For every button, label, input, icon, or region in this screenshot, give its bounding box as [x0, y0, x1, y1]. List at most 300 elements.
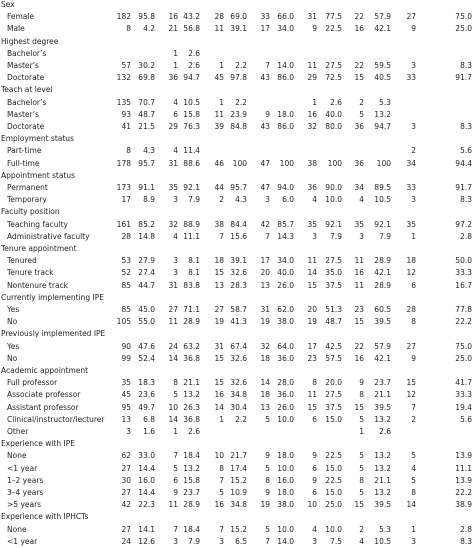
percent-cell: 18.4: [183, 451, 200, 461]
count-cell: 39: [214, 122, 224, 131]
percent-cell: 90.0: [325, 183, 342, 192]
count-cell: 16: [214, 390, 224, 400]
percent-cell: 60.5: [374, 305, 391, 314]
section-label: Highest degree: [1, 36, 59, 46]
percent-cell: 59.5: [374, 61, 391, 70]
count-cell: 9: [312, 475, 317, 485]
table-row: [0, 145, 474, 157]
percent-cell: 10.5: [374, 195, 391, 205]
count-cell: 8: [411, 317, 416, 327]
count-cell: 28: [214, 12, 224, 22]
percent-cell: 15.2: [230, 524, 247, 534]
row-label: None: [7, 524, 27, 534]
percent-cell: 42.5: [325, 341, 342, 351]
count-cell: 13: [214, 280, 224, 290]
row-label: <1 year: [7, 536, 38, 546]
count-cell: 7: [265, 536, 270, 546]
percent-cell: 18.4: [183, 524, 200, 534]
percent-cell: 48.7: [325, 317, 342, 327]
percent-cell: 34.8: [230, 500, 247, 510]
count-cell: 18: [406, 256, 416, 266]
section-label: Employment status: [1, 134, 74, 144]
count-cell: 85: [121, 280, 131, 290]
row-label: Other: [7, 427, 29, 436]
percent-cell: 22.5: [325, 451, 342, 461]
percent-cell: 11.4: [183, 146, 200, 156]
section-label: Experience with IPHCTs: [1, 512, 89, 522]
section-header-row: [0, 511, 474, 523]
row-label: Yes: [7, 341, 20, 351]
percent-cell: 2.8: [460, 524, 472, 534]
percent-cell: 26.0: [277, 280, 294, 290]
percent-cell: 39.1: [230, 256, 247, 266]
count-cell: 8: [173, 378, 178, 388]
count-cell: 93: [121, 109, 131, 119]
count-cell: 3: [411, 536, 416, 546]
section-label: Faculty position: [1, 207, 60, 217]
percent-cell: 11.1: [183, 231, 200, 241]
section-label: Tenure appointment: [1, 244, 77, 253]
count-cell: 23: [354, 305, 364, 314]
count-cell: 19: [260, 317, 270, 327]
percent-cell: 57.5: [325, 353, 342, 363]
count-cell: 18: [214, 256, 224, 266]
percent-cell: 97.2: [455, 219, 472, 229]
count-cell: 9: [265, 451, 270, 461]
percent-cell: 11.1: [455, 463, 472, 473]
count-cell: 53: [121, 256, 131, 266]
count-cell: 5: [359, 109, 364, 119]
percent-cell: 7.9: [330, 231, 342, 241]
percent-cell: 30.4: [230, 402, 247, 412]
count-cell: 27: [406, 12, 416, 22]
count-cell: 29: [168, 122, 178, 131]
row-label: Male: [7, 24, 25, 34]
count-cell: 7: [219, 475, 224, 485]
row-label: Doctorate: [7, 73, 45, 83]
row-label: Administrative faculty: [7, 231, 90, 241]
percent-cell: 16.7: [455, 280, 472, 290]
row-label: Full professor: [7, 378, 58, 388]
row-label: Temporary: [7, 195, 47, 205]
count-cell: 27: [121, 488, 131, 497]
count-cell: 11: [354, 280, 364, 290]
percent-cell: 10.0: [277, 414, 294, 424]
percent-cell: 23.7: [183, 488, 200, 497]
count-cell: 17: [121, 195, 131, 205]
count-cell: 9: [265, 109, 270, 119]
percent-cell: 33.3: [455, 268, 472, 278]
count-cell: 23: [307, 353, 317, 363]
count-cell: 1: [411, 524, 416, 534]
count-cell: 42: [260, 219, 270, 229]
count-cell: 36: [307, 183, 317, 192]
count-cell: 27: [406, 341, 416, 351]
table-row: [0, 304, 474, 316]
count-cell: 1: [359, 427, 364, 436]
percent-cell: 44.7: [138, 280, 155, 290]
count-cell: 1: [173, 61, 178, 70]
count-cell: 27: [121, 463, 131, 473]
percent-cell: 25.0: [455, 353, 472, 363]
percent-cell: 10.0: [277, 463, 294, 473]
percent-cell: 28.9: [374, 280, 391, 290]
percent-cell: 36.8: [183, 414, 200, 424]
table-row: [0, 475, 474, 487]
count-cell: 20: [307, 305, 317, 314]
percent-cell: 22.5: [325, 24, 342, 34]
percent-cell: 16.0: [277, 475, 294, 485]
percent-cell: 49.7: [138, 402, 155, 412]
count-cell: 3: [173, 536, 178, 546]
percent-cell: 17.4: [230, 463, 247, 473]
row-label: No: [7, 353, 18, 363]
count-cell: 1: [219, 61, 224, 70]
count-cell: 2: [359, 97, 364, 107]
count-cell: 15: [307, 402, 317, 412]
count-cell: 31: [260, 305, 270, 314]
percent-cell: 41.7: [455, 378, 472, 388]
percent-cell: 1.6: [143, 427, 155, 436]
count-cell: 178: [116, 158, 131, 168]
percent-cell: 8.3: [460, 536, 472, 546]
percent-cell: 10.5: [374, 536, 391, 546]
percent-cell: 48.7: [138, 109, 155, 119]
count-cell: 15: [214, 268, 224, 278]
percent-cell: 100: [376, 158, 391, 168]
section-header-row: [0, 0, 474, 11]
count-cell: 28: [406, 305, 416, 314]
row-label: Master’s: [7, 61, 39, 70]
percent-cell: 22.3: [138, 500, 155, 510]
row-label: 1–2 years: [7, 475, 44, 485]
table-row: [0, 536, 474, 548]
percent-cell: 23.6: [138, 390, 155, 400]
percent-cell: 2.6: [330, 97, 342, 107]
percent-cell: 67.4: [230, 341, 247, 351]
count-cell: 6: [411, 280, 416, 290]
count-cell: 16: [354, 353, 364, 363]
count-cell: 8: [265, 475, 270, 485]
percent-cell: 83.8: [183, 280, 200, 290]
count-cell: 3: [173, 256, 178, 266]
percent-cell: 6.0: [282, 195, 294, 205]
percent-cell: 27.4: [138, 268, 155, 278]
percent-cell: 2.6: [188, 61, 200, 70]
percent-cell: 30.2: [138, 61, 155, 70]
row-label: Permanent: [7, 183, 48, 192]
count-cell: 6: [312, 488, 317, 497]
count-cell: 31: [168, 158, 178, 168]
section-header-row: [0, 292, 474, 304]
table-row: [0, 231, 474, 243]
table-row: [0, 402, 474, 414]
percent-cell: 2.6: [188, 427, 200, 436]
section-header-row: [0, 206, 474, 218]
percent-cell: 52.4: [138, 353, 155, 363]
count-cell: 22: [354, 12, 364, 22]
count-cell: 62: [121, 451, 131, 461]
count-cell: 28: [121, 231, 131, 241]
count-cell: 13: [260, 402, 270, 412]
percent-cell: 18.3: [138, 378, 155, 388]
count-cell: 32: [307, 122, 317, 131]
count-cell: 99: [121, 353, 131, 363]
count-cell: 16: [168, 12, 178, 22]
count-cell: 5: [411, 451, 416, 461]
percent-cell: 23.7: [374, 378, 391, 388]
table-row: [0, 23, 474, 35]
percent-cell: 33.3: [455, 390, 472, 400]
count-cell: 3: [312, 231, 317, 241]
count-cell: 38: [214, 219, 224, 229]
percent-cell: 88.6: [183, 158, 200, 168]
percent-cell: 70.7: [138, 97, 155, 107]
percent-cell: 10.9: [230, 488, 247, 497]
count-cell: 2: [411, 414, 416, 424]
count-cell: 8: [126, 24, 131, 34]
percent-cell: 8.1: [188, 256, 200, 266]
percent-cell: 40.0: [325, 109, 342, 119]
percent-cell: 92.1: [183, 183, 200, 192]
percent-cell: 28.0: [277, 378, 294, 388]
percent-cell: 36.0: [277, 353, 294, 363]
percent-cell: 18.0: [277, 109, 294, 119]
percent-cell: 100: [279, 158, 294, 168]
percent-cell: 38.9: [455, 500, 472, 510]
percent-cell: 64.0: [277, 341, 294, 351]
percent-cell: 100: [232, 158, 247, 168]
percent-cell: 13.2: [374, 414, 391, 424]
section-label: Appointment status: [1, 170, 76, 180]
percent-cell: 26.3: [183, 402, 200, 412]
count-cell: 7: [265, 231, 270, 241]
percent-cell: 42.1: [374, 24, 391, 34]
count-cell: 42: [121, 500, 131, 510]
table-row: [0, 158, 474, 170]
percent-cell: 15.0: [325, 488, 342, 497]
percent-cell: 57.9: [374, 341, 391, 351]
percent-cell: 38.0: [277, 317, 294, 327]
percent-cell: 47.6: [138, 341, 155, 351]
count-cell: 8: [312, 378, 317, 388]
table-row: [0, 389, 474, 401]
percent-cell: 32.6: [230, 268, 247, 278]
table-row: [0, 109, 474, 121]
count-cell: 6: [312, 463, 317, 473]
table-row: [0, 60, 474, 72]
percent-cell: 95.7: [138, 158, 155, 168]
count-cell: 6: [173, 109, 178, 119]
count-cell: 20: [260, 268, 270, 278]
section-label: Experience with IPE: [1, 439, 75, 449]
percent-cell: 35.0: [325, 268, 342, 278]
percent-cell: 13.2: [183, 463, 200, 473]
count-cell: 30: [121, 475, 131, 485]
percent-cell: 15.0: [325, 463, 342, 473]
count-cell: 32: [168, 219, 178, 229]
count-cell: 85: [121, 305, 131, 314]
count-cell: 15: [354, 500, 364, 510]
percent-cell: 69.0: [230, 12, 247, 22]
percent-cell: 37.5: [325, 280, 342, 290]
section-header-row: [0, 365, 474, 377]
count-cell: 5: [359, 488, 364, 497]
count-cell: 21: [168, 24, 178, 34]
percent-cell: 15.8: [183, 109, 200, 119]
count-cell: 16: [214, 500, 224, 510]
count-cell: 3: [359, 231, 364, 241]
percent-cell: 34.0: [277, 24, 294, 34]
count-cell: 5: [265, 524, 270, 534]
count-cell: 13: [121, 414, 131, 424]
percent-cell: 38.0: [277, 500, 294, 510]
count-cell: 18: [260, 390, 270, 400]
percent-cell: 2.2: [235, 414, 247, 424]
section-label: Previously implemented IPE: [1, 329, 106, 339]
section-header-row: [0, 243, 474, 255]
percent-cell: 28.9: [183, 317, 200, 327]
count-cell: 22: [354, 341, 364, 351]
count-cell: 18: [260, 353, 270, 363]
percent-cell: 77.5: [325, 12, 342, 22]
percent-cell: 21.7: [230, 451, 247, 461]
percent-cell: 21.1: [374, 475, 391, 485]
count-cell: 4: [173, 97, 178, 107]
row-label: None: [7, 451, 27, 461]
table-row: [0, 463, 474, 475]
percent-cell: 92.1: [325, 219, 342, 229]
percent-cell: 91.1: [138, 183, 155, 192]
row-label: No: [7, 317, 18, 327]
count-cell: 15: [214, 378, 224, 388]
percent-cell: 36.8: [183, 353, 200, 363]
percent-cell: 45.0: [138, 305, 155, 314]
percent-cell: 10.5: [183, 97, 200, 107]
count-cell: 15: [354, 73, 364, 83]
percent-cell: 85.2: [138, 219, 155, 229]
count-cell: 47: [260, 183, 270, 192]
count-cell: 14: [168, 414, 178, 424]
row-label: Tenure track: [7, 268, 54, 278]
count-cell: 3: [219, 536, 224, 546]
count-cell: 44: [214, 183, 224, 192]
percent-cell: 14.8: [138, 231, 155, 241]
section-label: Sex: [1, 0, 15, 9]
percent-cell: 27.5: [325, 61, 342, 70]
count-cell: 31: [214, 341, 224, 351]
percent-cell: 21.5: [138, 122, 155, 131]
count-cell: 4: [173, 231, 178, 241]
percent-cell: 94.7: [183, 73, 200, 83]
count-cell: 35: [354, 219, 364, 229]
count-cell: 1: [173, 427, 178, 436]
percent-cell: 62.0: [277, 305, 294, 314]
percent-cell: 27.5: [325, 256, 342, 266]
count-cell: 7: [219, 231, 224, 241]
table-row: [0, 11, 474, 23]
row-label: >5 years: [7, 500, 42, 510]
percent-cell: 88.9: [183, 219, 200, 229]
percent-cell: 34.0: [277, 256, 294, 266]
count-cell: 1: [173, 48, 178, 58]
count-cell: 11: [214, 24, 224, 34]
count-cell: 5: [359, 451, 364, 461]
count-cell: 12: [406, 268, 416, 278]
percent-cell: 20.0: [325, 378, 342, 388]
count-cell: 15: [406, 378, 416, 388]
percent-cell: 5.3: [379, 97, 391, 107]
percent-cell: 84.4: [230, 219, 247, 229]
table-row: [0, 426, 474, 438]
percent-cell: 10.0: [325, 195, 342, 205]
count-cell: 47: [260, 158, 270, 168]
table-row: [0, 316, 474, 328]
count-cell: 3: [173, 268, 178, 278]
percent-cell: 4.3: [235, 195, 247, 205]
row-label: Nontenure track: [7, 280, 69, 290]
percent-cell: 13.2: [374, 488, 391, 497]
percent-cell: 91.7: [455, 183, 472, 192]
count-cell: 8: [359, 390, 364, 400]
percent-cell: 15.2: [230, 475, 247, 485]
percent-cell: 19.4: [455, 402, 472, 412]
count-cell: 19: [307, 317, 317, 327]
count-cell: 10: [214, 451, 224, 461]
percent-cell: 6.5: [235, 536, 247, 546]
count-cell: 6: [312, 414, 317, 424]
count-cell: 1: [219, 414, 224, 424]
percent-cell: 2.2: [235, 97, 247, 107]
section-header-row: [0, 36, 474, 48]
percent-cell: 21.1: [183, 378, 200, 388]
count-cell: 36: [354, 158, 364, 168]
percent-cell: 5.6: [460, 414, 472, 424]
count-cell: 16: [354, 24, 364, 34]
count-cell: 33: [260, 12, 270, 22]
percent-cell: 94.0: [277, 183, 294, 192]
count-cell: 45: [121, 390, 131, 400]
count-cell: 4: [411, 463, 416, 473]
table-row: [0, 255, 474, 267]
percent-cell: 36.0: [277, 390, 294, 400]
table-row: [0, 97, 474, 109]
count-cell: 7: [173, 451, 178, 461]
count-cell: 3: [411, 195, 416, 205]
count-cell: 34: [406, 158, 416, 168]
percent-cell: 14.4: [138, 488, 155, 497]
count-cell: 95: [121, 402, 131, 412]
percent-cell: 13.9: [455, 451, 472, 461]
percent-cell: 13.2: [374, 463, 391, 473]
count-cell: 15: [354, 402, 364, 412]
percent-cell: 39.5: [374, 317, 391, 327]
percent-cell: 22.2: [455, 317, 472, 327]
percent-cell: 50.0: [455, 256, 472, 266]
count-cell: 9: [265, 488, 270, 497]
percent-cell: 86.0: [277, 73, 294, 83]
count-cell: 43: [260, 73, 270, 83]
count-cell: 7: [265, 61, 270, 70]
count-cell: 57: [121, 61, 131, 70]
row-label: Part-time: [7, 146, 42, 156]
table-row: [0, 487, 474, 499]
percent-cell: 28.9: [183, 500, 200, 510]
percent-cell: 15.0: [325, 414, 342, 424]
table-row: [0, 267, 474, 279]
count-cell: 3: [411, 122, 416, 131]
table-row: [0, 219, 474, 231]
